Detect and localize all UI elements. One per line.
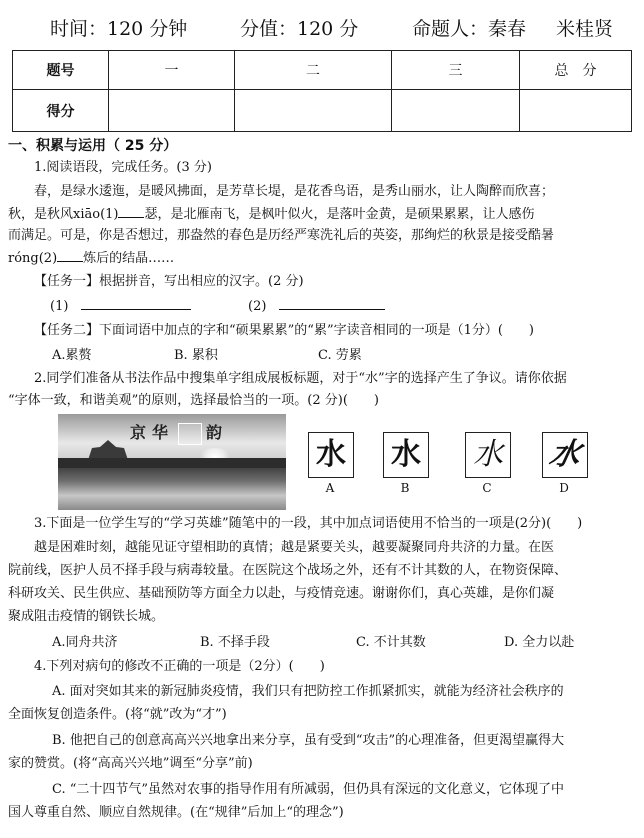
blank-line-1[interactable] <box>118 203 144 218</box>
option-label: A.同舟共济 <box>52 635 118 650</box>
q4-title: 4.下列对病句的修改不正确的一项是（2分）( ) <box>34 659 325 674</box>
choice-label-c: C <box>482 481 492 495</box>
landscape-photo <box>58 414 286 510</box>
option-label: D. 全力以赴 <box>504 635 575 650</box>
score-input-cell[interactable] <box>109 90 235 132</box>
answer-label: (2) <box>248 299 267 314</box>
option-label: C. 劳累 <box>318 348 362 363</box>
q2-text-line: 2.同学们准备从书法作品中搜集单字组成展板标题，对于“水”字的选择产生了争议。请你依据 <box>34 371 567 386</box>
task1-answer-2 <box>248 295 385 317</box>
banner-title-part: 韵 <box>206 423 229 442</box>
q1-text-segment: 瑟，是北雁南飞，是枫叶似火，是落叶金黄，是硕果累累，让人感伤 <box>144 207 535 222</box>
score-cell: 得分 <box>13 90 109 132</box>
choice-label-b: B <box>400 481 410 495</box>
answer-label: (1) <box>50 299 69 314</box>
score-cell: 总 分 <box>519 51 631 90</box>
q1-title: 1.阅读语段，完成任务。(3 分) <box>34 160 212 175</box>
choice-label-d: D <box>559 481 569 495</box>
answer-blank-2[interactable] <box>279 295 385 310</box>
q4-option-a-line: 全面恢复创造条件。(将“就”改为“才”) <box>8 707 227 722</box>
q4-option-c-line: 国人尊重自然、顺应自然规律。(在“规律”后加上“的理念”) <box>8 805 344 820</box>
score-table-score-row <box>13 90 632 132</box>
calligraphy-glyph: 水 <box>391 437 421 472</box>
q3-text-line: 越是困难时刻，越能见证守望相助的真情；越是紧要关头，越要凝聚同舟共济的力量。在医 <box>34 540 555 555</box>
calligraphy-choice-c[interactable] <box>465 432 511 478</box>
blank-line-2[interactable] <box>57 247 83 262</box>
q4-option-b-line: B. 他把自己的创意高高兴兴地拿出来分享，虽有受到“攻击”的心理准备，但更渴望赢得大 <box>52 733 565 748</box>
calligraphy-glyph: 水 <box>473 437 503 472</box>
task1-answer-1 <box>50 295 191 317</box>
task1-title: 【任务一】根据拼音，写出相应的汉字。(2 分) <box>34 274 304 289</box>
option-label: B. 不择手段 <box>200 635 270 650</box>
q3-text-line: 聚成阻击疫情的钢铁长城。 <box>8 609 165 624</box>
q1-text-line: 而满足。可是，你是否想过，那盎然的春色是历经严寒洗礼后的英姿，那绚烂的秋景是接受酷暑 <box>8 228 555 243</box>
task2-title: 【任务二】下面词语中加点的字和“硕果累累”的“累”字读音相同的一项是（1分）( ) <box>34 323 534 338</box>
q3-option-b[interactable] <box>200 632 270 653</box>
q3-text-line: 科研攻关、民生供应、基础预防等方面全力以赴，与疫情竞速。谢谢你们，真心英雄，是你们凝 <box>8 586 555 601</box>
q3-text-line: 院前线，医护人员不择手段与病毒较量。在医院这个战场之外，还有不计其数的人，在物资保障、 <box>8 563 568 578</box>
q3-option-a[interactable] <box>52 632 118 653</box>
shore-line <box>58 458 286 468</box>
q1-text-line <box>8 247 174 269</box>
q4-option-c-line: C. “二十四节气”虽然对农事的指导作用有所减弱，但仍具有深远的文化意义，它体现了中 <box>52 782 565 797</box>
score-input-cell[interactable] <box>392 90 520 132</box>
score-input-cell[interactable] <box>519 90 631 132</box>
q3-option-d[interactable] <box>504 632 574 653</box>
section-title: 一、积累与运用（ 25 分） <box>8 138 178 154</box>
q1-text-segment: 秋，是秋风xiāo(1) <box>8 207 119 222</box>
exam-header <box>0 10 644 44</box>
q1-text-segment: 炼后的结晶…… <box>83 251 175 266</box>
task2-option-c[interactable] <box>318 345 362 366</box>
q4-option-a-line: A. 面对突如其来的新冠肺炎疫情，我们只有把防控工作抓紧抓实，就能为经济社会秩序的 <box>52 684 564 699</box>
q2-text-line: “字体一致，和谐美观”的原则，选择最恰当的一项。(2 分)( ) <box>8 393 379 408</box>
score-cell: 题号 <box>13 51 109 90</box>
task2-option-b[interactable] <box>174 345 218 366</box>
q1-text-line <box>8 203 535 225</box>
score-table-header-row <box>13 51 632 90</box>
q1-text-segment: róng(2) <box>8 251 58 266</box>
score-cell: 一 <box>109 51 235 90</box>
option-label: C. 不计其数 <box>356 635 426 650</box>
q3-title: 3.下面是一位学生写的“学习英雄”随笔中的一段，其中加点词语使用不恰当的一项是(2分)( ) <box>34 516 583 531</box>
exam-time: 时间：120 分钟 <box>50 18 188 40</box>
score-input-cell[interactable] <box>234 90 391 132</box>
banner-title <box>130 420 228 445</box>
option-label: B. 累积 <box>174 348 218 363</box>
pagoda-silhouette <box>88 440 128 460</box>
banner-blank-box <box>178 423 202 445</box>
answer-blank-1[interactable] <box>81 295 191 310</box>
exam-author: 命题人：秦春 <box>412 18 527 40</box>
q4-option-b-line: 家的赞赏。(将“高高兴兴地”调至“分享”前) <box>8 756 253 771</box>
score-table <box>12 50 632 132</box>
exam-score: 分值：120 分 <box>240 18 359 40</box>
score-cell: 二 <box>234 51 391 90</box>
task2-option-a[interactable] <box>52 345 92 366</box>
q3-option-c[interactable] <box>356 632 426 653</box>
option-label: A.累赘 <box>52 348 92 363</box>
banner-title-part: 京华 <box>130 423 175 442</box>
calligraphy-glyph: 水 <box>316 437 346 472</box>
q1-text-line: 春，是绿水逶迤，是暖风拂面，是芳草长堤，是花香鸟语，是秀山丽水，让人陶醉而欣喜； <box>34 184 555 199</box>
exam-author2: 米桂贤 <box>556 18 614 40</box>
calligraphy-choice-d[interactable] <box>542 432 588 478</box>
calligraphy-glyph: 水 <box>546 437 584 472</box>
calligraphy-choice-a[interactable] <box>308 432 354 478</box>
choice-label-a: A <box>325 481 335 495</box>
calligraphy-choice-b[interactable] <box>383 432 429 478</box>
score-cell: 三 <box>392 51 520 90</box>
